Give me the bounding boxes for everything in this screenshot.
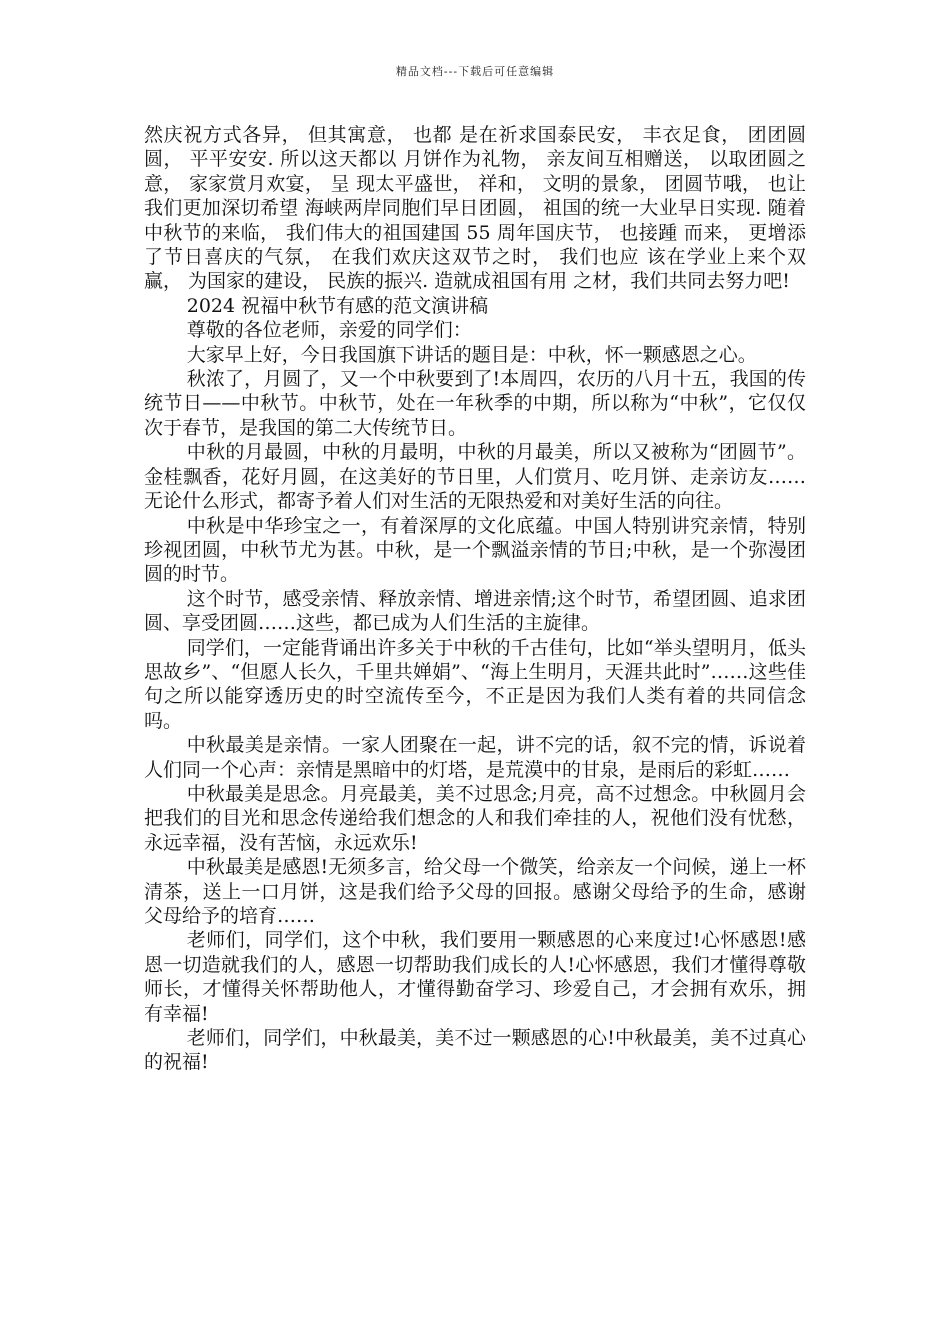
paragraph: 中秋是中华珍宝之一，有着深厚的文化底蕴。中国人特别讲究亲情，特别珍视团圆，中秋节尤为甚。中秋，是一个飘溢亲情的节日;中秋，是一个弥漫团圆的时节。 xyxy=(144,514,806,586)
document-body xyxy=(144,123,806,1075)
paragraph-closing: 老师们，同学们，中秋最美，美不过一颗感恩的心!中秋最美，美不过真心的祝福! xyxy=(144,1027,806,1074)
paragraph: 这个时节，感受亲情、释放亲情、增进亲情;这个时节，希望团圆、追求团圆、享受团圆……这些，都已成为人们生活的主旋律。 xyxy=(144,587,806,635)
speech-title: 2024 祝福中秋节有感的范文演讲稿 xyxy=(186,294,489,317)
paragraph: 老师们，同学们，这个中秋，我们要用一颗感恩的心来度过!心怀感恩!感恩一切造就我们的人，感恩一切帮助我们成长的人!心怀感恩，我们才懂得尊敬师长，才懂得关怀帮助他人，才懂得勤奋学习、珍爱自己，才会拥有欢乐，拥有幸福! xyxy=(144,929,806,1025)
paragraph: 大家早上好，今日我国旗下讲话的题目是：中秋，怀一颗感恩之心。 xyxy=(186,343,757,366)
paragraph: 秋浓了，月圆了，又一个中秋要到了!本周四，农历的八月十五，我国的传统节日——中秋节。中秋节，处在一年秋季的中期，所以称为“中秋”，它仅仅次于春节，是我国的第二大传统节日。 xyxy=(144,368,806,439)
salutation: 尊敬的各位老师，亲爱的同学们： xyxy=(186,319,472,342)
paragraph: 中秋的月最圆，中秋的月最明，中秋的月最美，所以又被称为“团圆节”。金桂飘香，花好月圆，在这美好的节日里，人们赏月、吃月饼、走亲访友……无论什么形式，都寄予着人们对生活的无限热爱和对美好生活的向往。 xyxy=(144,441,806,513)
paragraph: 中秋最美是亲情。一家人团聚在一起，讲不完的话，叙不完的情，诉说着人们同一个心声：亲情是黑暗中的灯塔，是荒漠中的甘泉，是雨后的彩虹…… xyxy=(144,734,806,781)
paragraph: 同学们，一定能背诵出许多关于中秋的千古佳句，比如“举头望明月，低头思故乡”、“但愿人长久，千里共婵娟”、“海上生明月，天涯共此时”……这些佳句之所以能穿透历史的时空流传至今，不正是因为我们人类有着的共同信念吗。 xyxy=(144,636,806,732)
paragraph-continuation: 然庆祝方式各异， 但其寓意， 也都 是在祈求国泰民安， 丰衣足食， 团团圆圆， 平平安安. 所以这天都以 月饼作为礼物， 亲友间互相赠送， 以取团圆之意， 家家赏月欢宴， 呈 现太平盛世， 祥和， 文明的景象， 团圆节哦， 也让我们更加深切希望 海峡两岸同胞们早日团圆， 祖国的统一大业早日实现. 随着中秋节的来临， 我们伟大的祖国建国 55 周年国庆节， 也接踵 而来， 更增添了节日喜庆的气氛， 在我们欢庆这双节之时， 我们也应 该在学业上来个双赢， 为国家的建设， 民族的振兴. 造就成祖国有用 之材，我们共同去努力吧! xyxy=(144,124,806,293)
paragraph: 中秋最美是感恩!无须多言，给父母一个微笑，给亲友一个问候，递上一杯清茶，送上一口月饼，这是我们给予父母的回报。感谢父母给予的生命，感谢父母给予的培育…… xyxy=(144,856,806,927)
paragraph: 中秋最美是思念。月亮最美，美不过思念;月亮，高不过想念。中秋圆月会把我们的目光和思念传递给我们想念的人和我们牵挂的人，祝他们没有忧愁，永远幸福，没有苦恼，永远欢乐! xyxy=(144,782,806,854)
page-header: 精品文档---下载后可任意编辑 xyxy=(395,65,555,78)
